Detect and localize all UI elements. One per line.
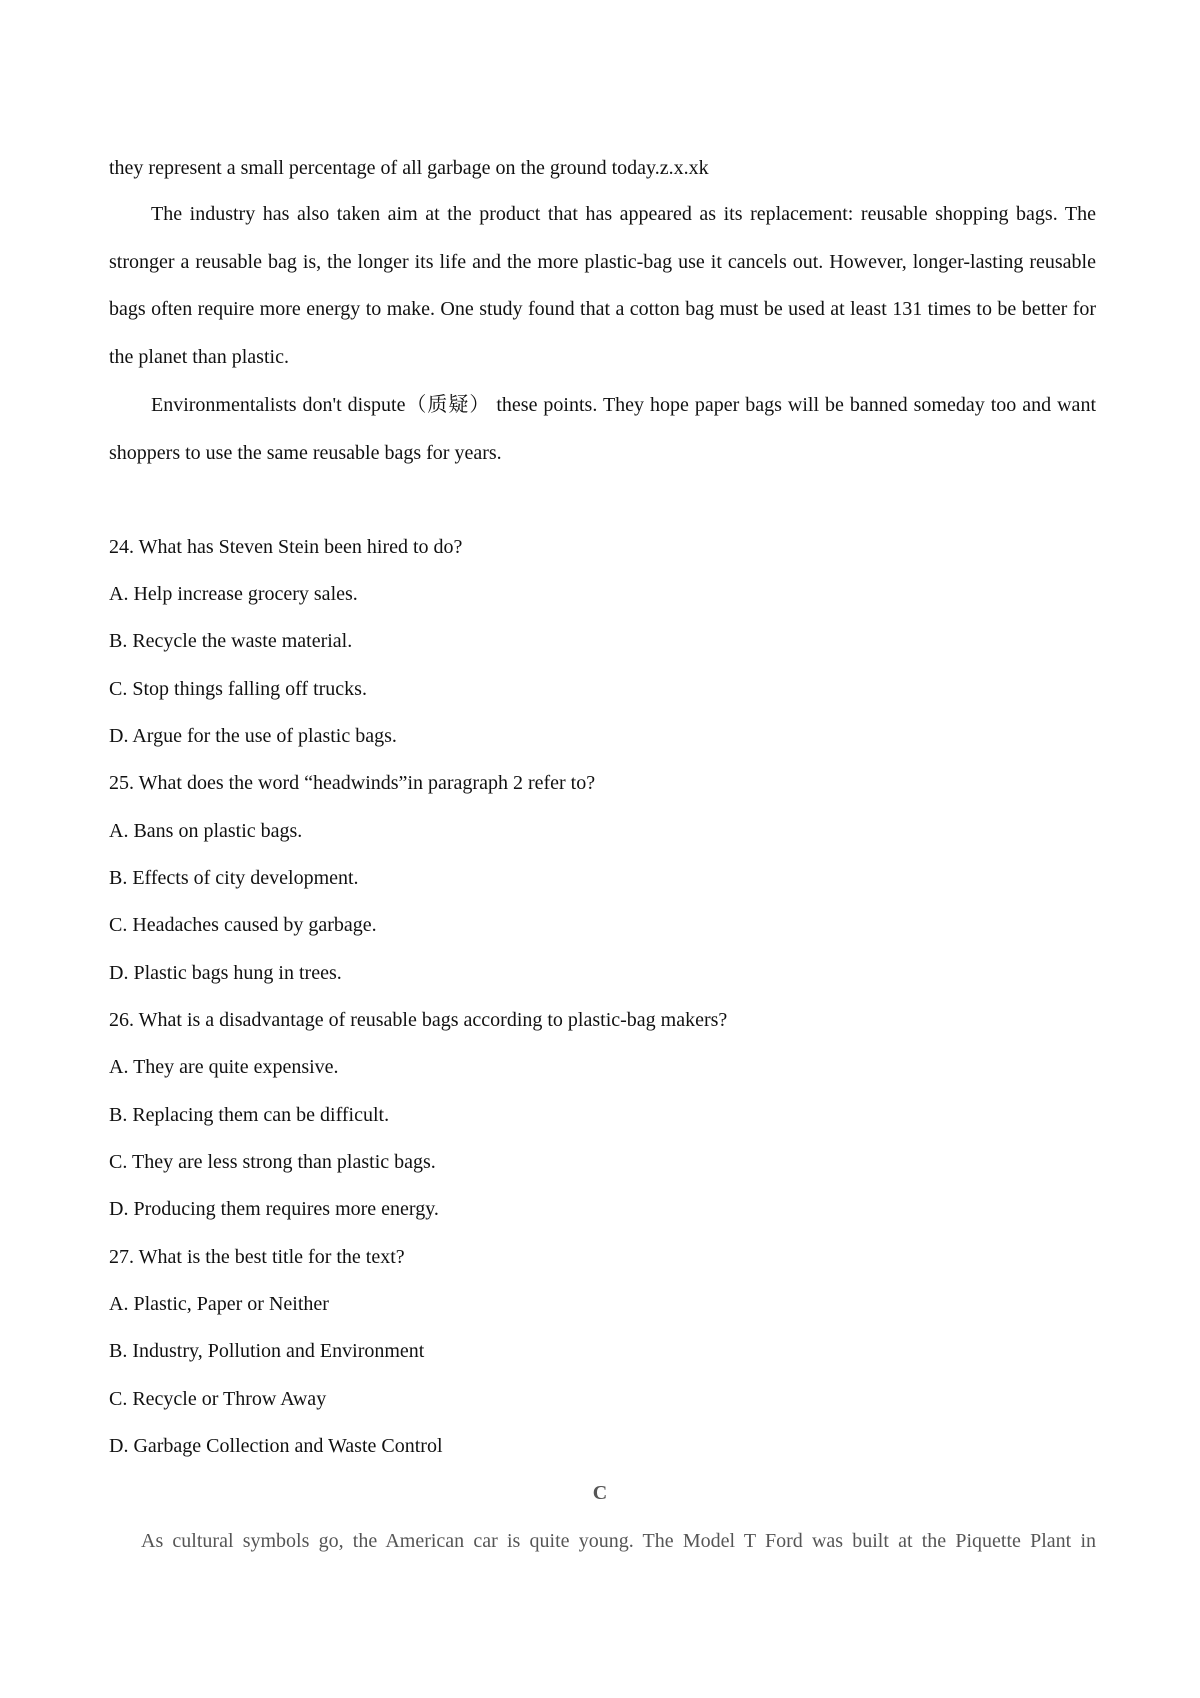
question-24-stem: 24. What has Steven Stein been hired to do? [109,536,463,558]
question-25-option-a: A. Bans on plastic bags. [109,820,303,842]
section-c-paragraph-1-start: As cultural symbols go, the American car is quite young. The Model T Ford was built at the Piquette Plant in [141,1530,1096,1552]
question-24-option-d: D. Argue for the use of plastic bags. [109,725,397,747]
question-24-option-b: B. Recycle the waste material. [109,630,353,652]
question-25-stem: 25. What does the word “headwinds”in paragraph 2 refer to? [109,772,596,794]
section-c-heading: C [592,1482,608,1504]
question-25-option-d: D. Plastic bags hung in trees. [109,962,342,984]
question-24-option-a: A. Help increase grocery sales. [109,583,358,605]
question-27-option-b: B. Industry, Pollution and Environment [109,1340,425,1362]
passage-b-paragraph-3: Environmentalists don't dispute（质疑） these points. They hope paper bags will be banned someday too and want shoppers to use the same reusable bags for years. [109,394,1096,464]
question-26-option-d: D. Producing them requires more energy. [109,1198,439,1220]
question-24-option-c: C. Stop things falling off trucks. [109,678,367,700]
question-27-option-c: C. Recycle or Throw Away [109,1388,327,1410]
question-27-stem: 27. What is the best title for the text? [109,1246,405,1268]
passage-b-paragraph-2: The industry has also taken aim at the product that has appeared as its replacement: reusable shopping bags. The stronger a reusable bag is, the longer its life and the more plastic-bag use it cancels out. However, longer-lasting reusable bags often require more energy to make. One study found that a cotton bag must be used at least 131 times to be better for the planet than plastic. [109,203,1096,368]
question-25-option-c: C. Headaches caused by garbage. [109,914,377,936]
question-26-option-b: B. Replacing them can be difficult. [109,1104,390,1126]
question-25-option-b: B. Effects of city development. [109,867,359,889]
passage-b-paragraph-1-tail: they represent a small percentage of all garbage on the ground today.z.x.xk [109,157,709,179]
question-27-option-a: A. Plastic, Paper or Neither [109,1293,329,1315]
question-26-stem: 26. What is a disadvantage of reusable bags according to plastic-bag makers? [109,1009,728,1031]
question-26-option-a: A. They are quite expensive. [109,1056,339,1078]
question-27-option-d: D. Garbage Collection and Waste Control [109,1435,443,1457]
question-26-option-c: C. They are less strong than plastic bags. [109,1151,436,1173]
